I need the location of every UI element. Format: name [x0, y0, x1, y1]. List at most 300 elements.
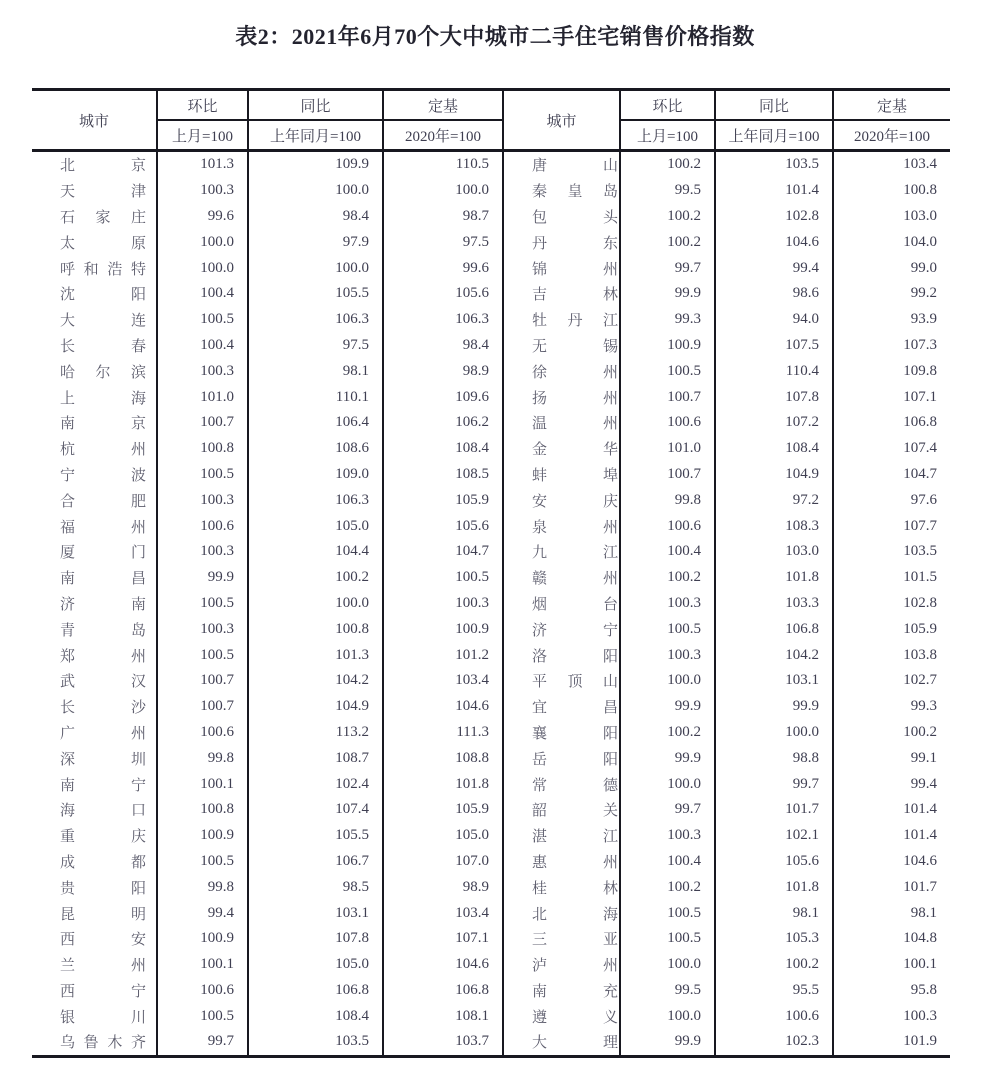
city-name: 呼和浩特	[60, 261, 146, 278]
yoy-value-left: 101.3	[248, 642, 383, 668]
fixed-value-left: 100.9	[383, 616, 503, 642]
yoy-value-right: 107.5	[715, 333, 833, 359]
yoy-value-right: 103.3	[715, 591, 833, 617]
city-name: 徐州	[532, 364, 618, 381]
city-cell-left	[32, 539, 157, 565]
mom-value-right: 100.5	[620, 926, 715, 952]
city-cell-right	[503, 384, 620, 410]
mom-value-left: 100.3	[157, 358, 248, 384]
mom-value-right: 100.7	[620, 462, 715, 488]
fixed-value-left: 97.5	[383, 229, 503, 255]
fixed-value-left: 107.1	[383, 926, 503, 952]
fixed-value-left: 106.8	[383, 978, 503, 1004]
mom-value-left: 100.8	[157, 797, 248, 823]
mom-value-left: 100.7	[157, 410, 248, 436]
mom-value-right: 100.3	[620, 591, 715, 617]
fixed-value-right: 101.7	[833, 874, 950, 900]
mom-value-right: 100.6	[620, 513, 715, 539]
mom-value-left: 100.5	[157, 642, 248, 668]
fixed-value-right: 101.4	[833, 823, 950, 849]
city-cell-right	[503, 874, 620, 900]
table-row	[32, 694, 950, 720]
city-name: 唐山	[532, 158, 618, 175]
city-name: 蚌埠	[532, 467, 618, 484]
mom-value-right: 100.3	[620, 823, 715, 849]
city-cell-right	[503, 204, 620, 230]
city-cell-right	[503, 849, 620, 875]
mom-value-left: 99.6	[157, 204, 248, 230]
city-cell-right	[503, 668, 620, 694]
table-row	[32, 151, 950, 178]
city-name: 宜昌	[532, 700, 618, 717]
header-mom-base-left: 上月=100	[157, 120, 248, 151]
fixed-value-right: 103.5	[833, 539, 950, 565]
fixed-value-left: 104.6	[383, 694, 503, 720]
mom-value-left: 100.6	[157, 720, 248, 746]
yoy-value-left: 106.4	[248, 410, 383, 436]
header-city-right: 城市	[503, 90, 620, 151]
city-name: 深圳	[60, 751, 146, 768]
mom-value-left: 101.0	[157, 384, 248, 410]
city-cell-left	[32, 591, 157, 617]
city-cell-left	[32, 771, 157, 797]
city-name: 包头	[532, 209, 618, 226]
fixed-value-right: 103.0	[833, 204, 950, 230]
fixed-value-right: 100.3	[833, 1003, 950, 1029]
fixed-value-left: 106.2	[383, 410, 503, 436]
yoy-value-right: 99.4	[715, 255, 833, 281]
table-row	[32, 178, 950, 204]
yoy-value-left: 105.0	[248, 513, 383, 539]
city-name: 南昌	[60, 571, 146, 588]
table-body	[32, 151, 950, 1057]
city-cell-right	[503, 178, 620, 204]
fixed-value-right: 99.3	[833, 694, 950, 720]
city-name: 南宁	[60, 777, 146, 794]
fixed-value-right: 101.5	[833, 565, 950, 591]
mom-value-right: 100.7	[620, 384, 715, 410]
fixed-value-right: 98.1	[833, 900, 950, 926]
fixed-value-right: 99.0	[833, 255, 950, 281]
city-cell-left	[32, 178, 157, 204]
yoy-value-right: 106.8	[715, 616, 833, 642]
city-name: 青岛	[60, 622, 146, 639]
yoy-value-left: 108.4	[248, 1003, 383, 1029]
yoy-value-right: 100.6	[715, 1003, 833, 1029]
fixed-value-left: 103.4	[383, 668, 503, 694]
city-name: 九江	[532, 545, 618, 562]
yoy-value-left: 100.8	[248, 616, 383, 642]
city-name: 吉林	[532, 287, 618, 304]
yoy-value-left: 102.4	[248, 771, 383, 797]
city-cell-left	[32, 797, 157, 823]
city-name: 桂林	[532, 880, 618, 897]
city-name: 海口	[60, 803, 146, 820]
mom-value-left: 100.5	[157, 307, 248, 333]
fixed-value-right: 101.4	[833, 797, 950, 823]
city-name: 襄阳	[532, 725, 618, 742]
table-row	[32, 797, 950, 823]
header-fixed-right: 定基	[833, 90, 950, 121]
table-row	[32, 616, 950, 642]
city-cell-right	[503, 229, 620, 255]
city-cell-right	[503, 281, 620, 307]
city-cell-right	[503, 358, 620, 384]
city-name: 烟台	[532, 596, 618, 613]
city-cell-right	[503, 1003, 620, 1029]
page-title: 表2：2021年6月70个大中城市二手住宅销售价格指数	[235, 24, 755, 49]
table-row	[32, 462, 950, 488]
city-name: 长沙	[60, 700, 146, 717]
fixed-value-left: 105.6	[383, 513, 503, 539]
city-cell-left	[32, 1029, 157, 1056]
table-row	[32, 771, 950, 797]
city-name: 成都	[60, 854, 146, 871]
table-row	[32, 229, 950, 255]
yoy-value-left: 105.5	[248, 823, 383, 849]
fixed-value-right: 106.8	[833, 410, 950, 436]
city-cell-left	[32, 874, 157, 900]
yoy-value-left: 100.0	[248, 255, 383, 281]
city-cell-left	[32, 281, 157, 307]
city-cell-right	[503, 771, 620, 797]
fixed-value-left: 100.0	[383, 178, 503, 204]
fixed-value-left: 98.9	[383, 358, 503, 384]
fixed-value-left: 109.6	[383, 384, 503, 410]
fixed-value-right: 104.6	[833, 849, 950, 875]
mom-value-left: 100.1	[157, 771, 248, 797]
yoy-value-right: 101.8	[715, 874, 833, 900]
mom-value-right: 99.9	[620, 1029, 715, 1056]
city-name: 泉州	[532, 519, 618, 536]
city-cell-left	[32, 642, 157, 668]
city-name: 合肥	[60, 493, 146, 510]
city-name: 扬州	[532, 390, 618, 407]
city-cell-right	[503, 436, 620, 462]
mom-value-left: 100.7	[157, 694, 248, 720]
city-cell-right	[503, 978, 620, 1004]
mom-value-left: 100.4	[157, 281, 248, 307]
table-row	[32, 642, 950, 668]
city-cell-left	[32, 307, 157, 333]
fixed-value-right: 109.8	[833, 358, 950, 384]
yoy-value-left: 103.1	[248, 900, 383, 926]
mom-value-left: 100.3	[157, 487, 248, 513]
mom-value-right: 99.9	[620, 694, 715, 720]
yoy-value-right: 103.5	[715, 151, 833, 178]
city-cell-right	[503, 1029, 620, 1056]
city-name: 无锡	[532, 338, 618, 355]
fixed-value-left: 108.4	[383, 436, 503, 462]
mom-value-left: 99.4	[157, 900, 248, 926]
header-yoy-base-right: 上年同月=100	[715, 120, 833, 151]
city-name: 西安	[60, 932, 146, 949]
mom-value-right: 100.4	[620, 539, 715, 565]
mom-value-left: 100.5	[157, 849, 248, 875]
yoy-value-right: 99.7	[715, 771, 833, 797]
fixed-value-right: 101.9	[833, 1029, 950, 1056]
header-yoy-base-left: 上年同月=100	[248, 120, 383, 151]
table-row	[32, 978, 950, 1004]
fixed-value-left: 105.9	[383, 487, 503, 513]
table-row	[32, 1029, 950, 1056]
yoy-value-left: 100.0	[248, 178, 383, 204]
city-name: 乌鲁木齐	[60, 1035, 146, 1052]
city-cell-right	[503, 952, 620, 978]
city-cell-left	[32, 565, 157, 591]
fixed-value-left: 98.9	[383, 874, 503, 900]
city-name: 武汉	[60, 674, 146, 691]
yoy-value-right: 104.9	[715, 462, 833, 488]
city-name: 湛江	[532, 829, 618, 846]
city-cell-left	[32, 720, 157, 746]
mom-value-left: 100.0	[157, 255, 248, 281]
fixed-value-right: 99.1	[833, 745, 950, 771]
table-row	[32, 668, 950, 694]
city-cell-left	[32, 151, 157, 178]
city-cell-right	[503, 694, 620, 720]
city-cell-right	[503, 823, 620, 849]
city-name: 锦州	[532, 261, 618, 278]
city-name: 昆明	[60, 906, 146, 923]
table-row	[32, 358, 950, 384]
table-row	[32, 952, 950, 978]
mom-value-left: 100.5	[157, 462, 248, 488]
mom-value-left: 99.7	[157, 1029, 248, 1056]
header-mom-right: 环比	[620, 90, 715, 121]
city-name: 济南	[60, 596, 146, 613]
fixed-value-right: 93.9	[833, 307, 950, 333]
city-cell-left	[32, 616, 157, 642]
fixed-value-left: 105.9	[383, 797, 503, 823]
mom-value-right: 100.0	[620, 1003, 715, 1029]
mom-value-left: 100.8	[157, 436, 248, 462]
yoy-value-right: 99.9	[715, 694, 833, 720]
header-row-group	[32, 90, 950, 121]
fixed-value-right: 99.2	[833, 281, 950, 307]
mom-value-right: 99.8	[620, 487, 715, 513]
fixed-value-right: 104.8	[833, 926, 950, 952]
mom-value-right: 99.9	[620, 281, 715, 307]
city-name: 西宁	[60, 983, 146, 1000]
city-name: 济宁	[532, 622, 618, 639]
city-name: 遵义	[532, 1009, 618, 1026]
city-name: 韶关	[532, 803, 618, 820]
yoy-value-right: 94.0	[715, 307, 833, 333]
yoy-value-left: 109.0	[248, 462, 383, 488]
mom-value-left: 99.8	[157, 745, 248, 771]
mom-value-right: 100.2	[620, 229, 715, 255]
mom-value-right: 99.5	[620, 178, 715, 204]
city-cell-left	[32, 487, 157, 513]
city-cell-left	[32, 745, 157, 771]
city-name: 长春	[60, 338, 146, 355]
city-cell-left	[32, 978, 157, 1004]
fixed-value-left: 108.8	[383, 745, 503, 771]
city-name: 赣州	[532, 571, 618, 588]
mom-value-right: 99.7	[620, 797, 715, 823]
mom-value-right: 100.2	[620, 720, 715, 746]
yoy-value-left: 98.5	[248, 874, 383, 900]
table-row	[32, 384, 950, 410]
mom-value-left: 100.7	[157, 668, 248, 694]
city-cell-right	[503, 307, 620, 333]
fixed-value-right: 104.7	[833, 462, 950, 488]
city-cell-right	[503, 151, 620, 178]
yoy-value-left: 104.2	[248, 668, 383, 694]
city-cell-left	[32, 823, 157, 849]
fixed-value-right: 103.8	[833, 642, 950, 668]
yoy-value-right: 107.2	[715, 410, 833, 436]
fixed-value-left: 100.3	[383, 591, 503, 617]
fixed-value-right: 107.7	[833, 513, 950, 539]
fixed-value-right: 102.7	[833, 668, 950, 694]
mom-value-left: 99.8	[157, 874, 248, 900]
city-cell-left	[32, 900, 157, 926]
mom-value-right: 100.3	[620, 642, 715, 668]
mom-value-left: 100.5	[157, 591, 248, 617]
table-row	[32, 874, 950, 900]
yoy-value-right: 108.4	[715, 436, 833, 462]
city-cell-left	[32, 229, 157, 255]
price-index-table	[32, 88, 950, 1058]
mom-value-left: 100.6	[157, 513, 248, 539]
city-cell-left	[32, 410, 157, 436]
header-fixed-base-right: 2020年=100	[833, 120, 950, 151]
city-name: 秦皇岛	[532, 184, 618, 201]
mom-value-right: 100.2	[620, 874, 715, 900]
city-name: 广州	[60, 725, 146, 742]
yoy-value-left: 107.4	[248, 797, 383, 823]
fixed-value-left: 108.1	[383, 1003, 503, 1029]
city-cell-left	[32, 694, 157, 720]
yoy-value-left: 98.4	[248, 204, 383, 230]
city-name: 北海	[532, 906, 618, 923]
fixed-value-right: 100.2	[833, 720, 950, 746]
header-mom-left: 环比	[157, 90, 248, 121]
table-row	[32, 307, 950, 333]
mom-value-right: 100.2	[620, 565, 715, 591]
city-name: 郑州	[60, 648, 146, 665]
mom-value-left: 100.9	[157, 926, 248, 952]
city-cell-right	[503, 900, 620, 926]
city-name: 大理	[532, 1035, 618, 1052]
city-name: 杭州	[60, 442, 146, 459]
header-row-base	[32, 120, 950, 151]
city-name: 三亚	[532, 932, 618, 949]
city-name: 牡丹江	[532, 313, 618, 330]
yoy-value-right: 103.0	[715, 539, 833, 565]
yoy-value-left: 106.3	[248, 487, 383, 513]
mom-value-right: 99.9	[620, 745, 715, 771]
fixed-value-left: 104.7	[383, 539, 503, 565]
yoy-value-right: 105.3	[715, 926, 833, 952]
table-row	[32, 333, 950, 359]
table-row	[32, 720, 950, 746]
table-row	[32, 255, 950, 281]
header-city-left: 城市	[32, 90, 157, 151]
fixed-value-right: 100.8	[833, 178, 950, 204]
yoy-value-right: 110.4	[715, 358, 833, 384]
table-row	[32, 513, 950, 539]
mom-value-right: 101.0	[620, 436, 715, 462]
mom-value-right: 100.5	[620, 900, 715, 926]
yoy-value-left: 113.2	[248, 720, 383, 746]
city-cell-right	[503, 410, 620, 436]
yoy-value-left: 105.5	[248, 281, 383, 307]
mom-value-left: 100.5	[157, 1003, 248, 1029]
fixed-value-right: 99.4	[833, 771, 950, 797]
table-row	[32, 436, 950, 462]
yoy-value-left: 106.7	[248, 849, 383, 875]
fixed-value-right: 107.4	[833, 436, 950, 462]
city-cell-left	[32, 926, 157, 952]
mom-value-right: 100.5	[620, 358, 715, 384]
fixed-value-left: 105.0	[383, 823, 503, 849]
mom-value-left: 100.0	[157, 229, 248, 255]
table-row	[32, 926, 950, 952]
yoy-value-right: 98.1	[715, 900, 833, 926]
city-name: 兰州	[60, 958, 146, 975]
city-cell-right	[503, 720, 620, 746]
city-name: 常德	[532, 777, 618, 794]
mom-value-right: 100.0	[620, 668, 715, 694]
yoy-value-right: 104.2	[715, 642, 833, 668]
mom-value-left: 100.9	[157, 823, 248, 849]
fixed-value-left: 103.4	[383, 900, 503, 926]
fixed-value-left: 99.6	[383, 255, 503, 281]
yoy-value-right: 103.1	[715, 668, 833, 694]
city-name: 洛阳	[532, 648, 618, 665]
mom-value-left: 100.1	[157, 952, 248, 978]
city-name: 金华	[532, 442, 618, 459]
city-name: 惠州	[532, 854, 618, 871]
table-row	[32, 539, 950, 565]
city-name: 宁波	[60, 467, 146, 484]
yoy-value-right: 95.5	[715, 978, 833, 1004]
yoy-value-left: 97.5	[248, 333, 383, 359]
table-row	[32, 281, 950, 307]
yoy-value-left: 103.5	[248, 1029, 383, 1056]
yoy-value-right: 98.8	[715, 745, 833, 771]
city-cell-left	[32, 952, 157, 978]
city-name: 银川	[60, 1009, 146, 1026]
city-name: 重庆	[60, 829, 146, 846]
mom-value-right: 99.5	[620, 978, 715, 1004]
city-name: 沈阳	[60, 287, 146, 304]
city-name: 温州	[532, 416, 618, 433]
fixed-value-right: 97.6	[833, 487, 950, 513]
city-cell-right	[503, 797, 620, 823]
yoy-value-right: 105.6	[715, 849, 833, 875]
city-cell-right	[503, 926, 620, 952]
yoy-value-left: 106.3	[248, 307, 383, 333]
city-name: 大连	[60, 313, 146, 330]
city-cell-left	[32, 849, 157, 875]
city-cell-left	[32, 462, 157, 488]
table-row	[32, 900, 950, 926]
city-name: 福州	[60, 519, 146, 536]
city-cell-right	[503, 565, 620, 591]
mom-value-left: 101.3	[157, 151, 248, 178]
fixed-value-right: 103.4	[833, 151, 950, 178]
header-fixed-base-left: 2020年=100	[383, 120, 503, 151]
mom-value-right: 100.0	[620, 952, 715, 978]
city-cell-left	[32, 1003, 157, 1029]
yoy-value-right: 102.3	[715, 1029, 833, 1056]
header-yoy-right: 同比	[715, 90, 833, 121]
fixed-value-left: 108.5	[383, 462, 503, 488]
